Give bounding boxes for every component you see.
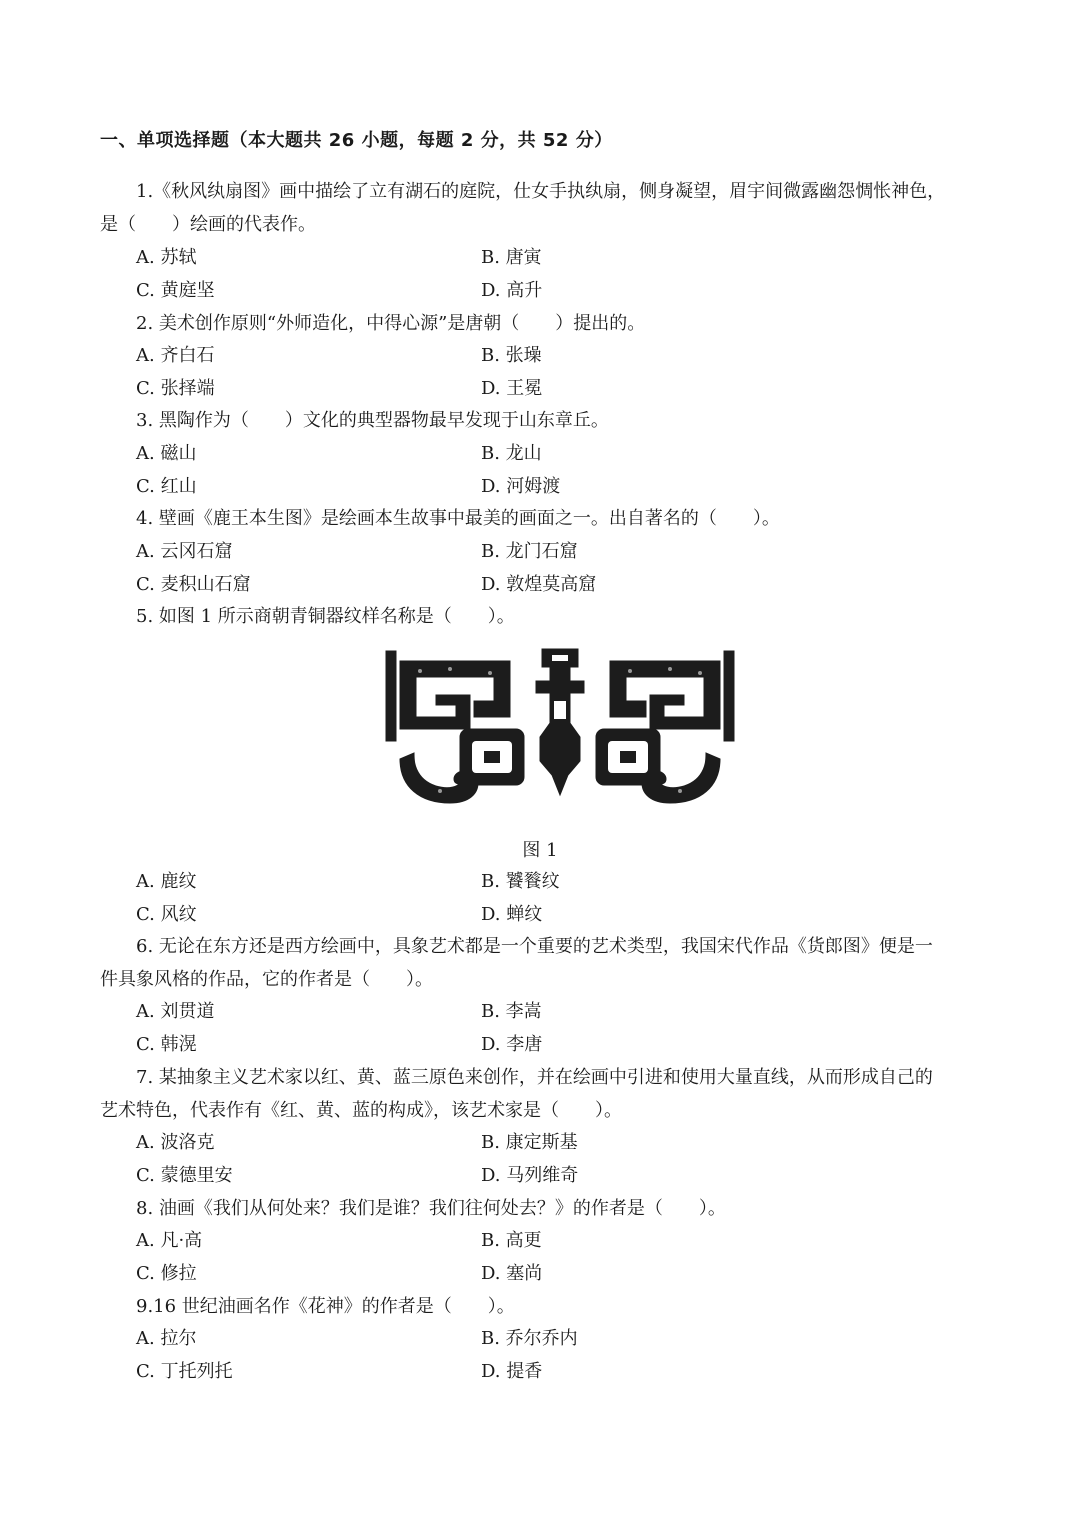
question-6-stem-line-2: 件具象风格的作品，它的作者是（ ）。 [100,969,433,990]
question-7-option-a: A. 波洛克 [136,1132,215,1153]
question-9-option-a: A. 拉尔 [136,1328,197,1349]
question-1-option-a: A. 苏轼 [136,247,197,268]
question-7-option-b: B. 康定斯基 [481,1132,578,1153]
figure-1-caption: 图 1 [522,840,558,861]
question-7-option-c: C. 蒙德里安 [136,1165,233,1186]
question-8-option-a: A. 凡·高 [136,1230,203,1251]
question-2-option-b: B. 张璪 [481,345,542,366]
question-4-option-b: B. 龙门石窟 [481,541,578,562]
section-title: 一、单项选择题（本大题共 26 小题，每题 2 分，共 52 分） [100,130,613,151]
question-7-stem-line-2: 艺术特色，代表作有《红、黄、蓝的构成》，该艺术家是（ ）。 [100,1100,622,1121]
question-2-option-c: C. 张择端 [136,378,215,399]
question-2-option-d: D. 王冕 [481,378,543,399]
question-4-option-c: C. 麦积山石窟 [136,574,251,595]
question-6-option-b: B. 李嵩 [481,1001,542,1022]
question-9-option-d: D. 提香 [481,1361,543,1382]
question-1-option-c: C. 黄庭坚 [136,280,215,301]
question-4-stem: 4. 壁画《鹿王本生图》是绘画本生故事中最美的画面之一。出自著名的（ ）。 [136,508,780,529]
question-2-option-a: A. 齐白石 [136,345,215,366]
question-1-stem-line-1: 1.《秋风纨扇图》画中描绘了立有湖石的庭院，仕女手执纨扇，侧身凝望，眉宇间微露幽怨惆怅神色， [136,181,946,202]
question-3-option-c: C. 红山 [136,476,197,497]
question-5-option-d: D. 蝉纹 [481,904,543,925]
question-4-option-d: D. 敦煌莫高窟 [481,574,597,595]
question-3-stem: 3. 黑陶作为（ ）文化的典型器物最早发现于山东章丘。 [136,410,609,431]
question-6-stem-line-1: 6. 无论在东方还是西方绘画中，具象艺术都是一个重要的艺术类型，我国宋代作品《货郎图》便是一 [136,936,933,957]
question-3-option-a: A. 磁山 [136,443,197,464]
question-1-stem-line-2: 是（ ）绘画的代表作。 [100,214,316,235]
question-2-stem: 2. 美术创作原则“外师造化，中得心源”是唐朝（ ）提出的。 [136,313,646,334]
question-7-option-d: D. 马列维奇 [481,1165,579,1186]
question-5-option-c: C. 风纹 [136,904,197,925]
question-6-option-d: D. 李唐 [481,1034,543,1055]
question-8-option-d: D. 塞尚 [481,1263,543,1284]
question-6-option-c: C. 韩滉 [136,1034,197,1055]
taotie-pattern-figure [380,641,740,821]
question-1-option-d: D. 高升 [481,280,543,301]
question-7-stem-line-1: 7. 某抽象主义艺术家以红、黄、蓝三原色来创作，并在绘画中引进和使用大量直线，从而形成自己的 [136,1067,933,1088]
question-1-option-b: B. 唐寅 [481,247,542,268]
question-9-stem: 9.16 世纪油画名作《花神》的作者是（ ）。 [136,1296,515,1317]
question-5-stem: 5. 如图 1 所示商朝青铜器纹样名称是（ ）。 [136,606,515,627]
question-3-option-b: B. 龙山 [481,443,542,464]
question-8-stem: 8. 油画《我们从何处来？我们是谁？我们往何处去？》的作者是（ ）。 [136,1198,726,1219]
question-5-option-b: B. 饕餮纹 [481,871,560,892]
question-8-option-c: C. 修拉 [136,1263,197,1284]
question-9-option-b: B. 乔尔乔内 [481,1328,578,1349]
question-4-option-a: A. 云冈石窟 [136,541,233,562]
question-6-option-a: A. 刘贯道 [136,1001,215,1022]
question-8-option-b: B. 高更 [481,1230,542,1251]
question-5-option-a: A. 鹿纹 [136,871,197,892]
question-9-option-c: C. 丁托列托 [136,1361,233,1382]
question-3-option-d: D. 河姆渡 [481,476,561,497]
